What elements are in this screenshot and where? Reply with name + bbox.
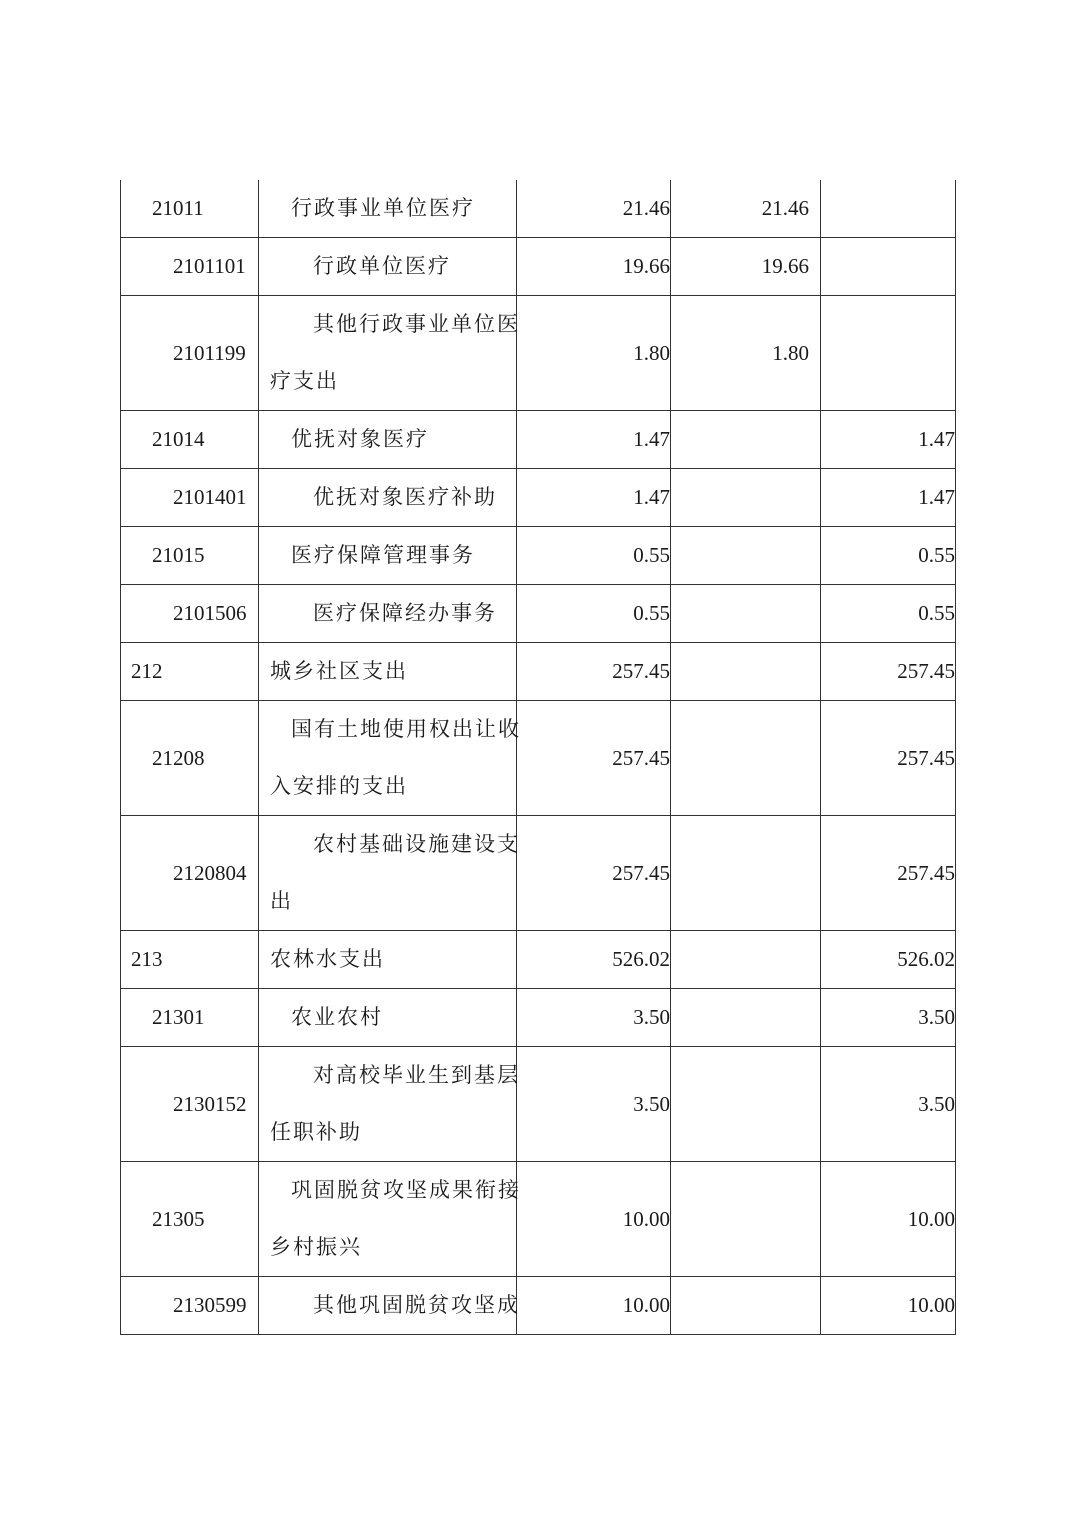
basic-expenditure-cell bbox=[671, 585, 821, 643]
project-expenditure-cell: 257.45 bbox=[821, 643, 956, 701]
table-row bbox=[121, 296, 956, 411]
subject-name-cell bbox=[259, 643, 517, 701]
basic-expenditure-cell bbox=[671, 1047, 821, 1162]
subject-name-line: 行政事业单位医疗 bbox=[291, 196, 475, 220]
total-amount-cell: 0.55 bbox=[517, 527, 671, 585]
table-row bbox=[121, 238, 956, 296]
subject-name-line: 国有土地使用权出让收 bbox=[291, 717, 521, 741]
subject-name-line: 医疗保障经办事务 bbox=[313, 601, 497, 625]
subject-code-cell: 213 bbox=[121, 931, 259, 989]
table-row bbox=[121, 469, 956, 527]
basic-expenditure-cell bbox=[671, 989, 821, 1047]
table-row bbox=[121, 180, 956, 238]
project-expenditure-cell: 10.00 bbox=[821, 1162, 956, 1277]
basic-expenditure-cell bbox=[671, 701, 821, 816]
subject-code-cell: 2101101 bbox=[121, 238, 259, 296]
subject-name-line: 其他巩固脱贫攻坚成 bbox=[313, 1293, 520, 1317]
project-expenditure-cell: 257.45 bbox=[821, 816, 956, 931]
basic-expenditure-cell: 1.80 bbox=[671, 296, 821, 411]
table-row bbox=[121, 1162, 956, 1277]
subject-code-cell: 21011 bbox=[121, 180, 259, 238]
subject-code-cell: 2101199 bbox=[121, 296, 259, 411]
table-row bbox=[121, 816, 956, 931]
subject-name-cell bbox=[259, 585, 517, 643]
project-expenditure-cell: 1.47 bbox=[821, 411, 956, 469]
subject-name-cell bbox=[259, 527, 517, 585]
total-amount-cell: 3.50 bbox=[517, 1047, 671, 1162]
subject-name-line: 其他行政事业单位医 bbox=[313, 312, 520, 336]
subject-name-line: 农林水支出 bbox=[270, 947, 385, 971]
table-row bbox=[121, 1047, 956, 1162]
subject-name-line: 城乡社区支出 bbox=[270, 659, 408, 683]
total-amount-cell: 1.47 bbox=[517, 411, 671, 469]
subject-name-line: 任职补助 bbox=[270, 1120, 362, 1144]
table-row bbox=[121, 989, 956, 1047]
table-row bbox=[121, 1277, 956, 1335]
subject-name-cell bbox=[259, 296, 520, 411]
subject-name-cell bbox=[259, 989, 517, 1047]
subject-code-cell: 21014 bbox=[121, 411, 259, 469]
total-amount-cell: 3.50 bbox=[517, 989, 671, 1047]
basic-expenditure-cell bbox=[671, 527, 821, 585]
subject-code-cell: 21015 bbox=[121, 527, 259, 585]
total-amount-cell: 1.80 bbox=[517, 296, 671, 411]
subject-name-line: 优抚对象医疗补助 bbox=[313, 485, 497, 509]
total-amount-cell: 526.02 bbox=[517, 931, 671, 989]
total-amount-cell: 19.66 bbox=[517, 238, 671, 296]
project-expenditure-cell bbox=[821, 180, 956, 238]
basic-expenditure-cell bbox=[671, 411, 821, 469]
total-amount-cell: 257.45 bbox=[517, 701, 671, 816]
basic-expenditure-cell: 19.66 bbox=[671, 238, 821, 296]
subject-code-cell: 21301 bbox=[121, 989, 259, 1047]
subject-name-line: 优抚对象医疗 bbox=[291, 427, 429, 451]
subject-name-line: 行政单位医疗 bbox=[313, 254, 451, 278]
basic-expenditure-cell bbox=[671, 469, 821, 527]
table-row bbox=[121, 585, 956, 643]
project-expenditure-cell: 3.50 bbox=[821, 1047, 956, 1162]
subject-code-cell: 2130152 bbox=[121, 1047, 259, 1162]
basic-expenditure-cell bbox=[671, 1277, 821, 1335]
subject-code-cell: 21305 bbox=[121, 1162, 259, 1277]
subject-name-cell bbox=[259, 180, 517, 238]
basic-expenditure-cell bbox=[671, 931, 821, 989]
project-expenditure-cell: 0.55 bbox=[821, 585, 956, 643]
subject-name-line: 医疗保障管理事务 bbox=[291, 543, 475, 567]
subject-name-line: 对高校毕业生到基层 bbox=[313, 1063, 520, 1087]
basic-expenditure-cell bbox=[671, 816, 821, 931]
table-body bbox=[121, 180, 956, 1335]
total-amount-cell: 257.45 bbox=[517, 643, 671, 701]
table-row bbox=[121, 411, 956, 469]
subject-name-cell bbox=[259, 469, 517, 527]
subject-name-cell bbox=[259, 1047, 520, 1162]
subject-name-cell bbox=[259, 1162, 521, 1277]
project-expenditure-cell: 3.50 bbox=[821, 989, 956, 1047]
project-expenditure-cell: 526.02 bbox=[821, 931, 956, 989]
subject-name-line: 出 bbox=[270, 889, 293, 913]
total-amount-cell: 1.47 bbox=[517, 469, 671, 527]
subject-code-cell: 2130599 bbox=[121, 1277, 259, 1335]
project-expenditure-cell: 257.45 bbox=[821, 701, 956, 816]
table-row bbox=[121, 931, 956, 989]
subject-name-cell bbox=[259, 701, 521, 816]
expenditure-table bbox=[120, 180, 956, 1335]
project-expenditure-cell bbox=[821, 296, 956, 411]
subject-name-cell bbox=[259, 238, 517, 296]
project-expenditure-cell: 0.55 bbox=[821, 527, 956, 585]
subject-name-line: 农业农村 bbox=[291, 1005, 383, 1029]
total-amount-cell: 10.00 bbox=[517, 1277, 671, 1335]
subject-name-line: 疗支出 bbox=[270, 369, 339, 393]
subject-name-line: 入安排的支出 bbox=[270, 774, 408, 798]
subject-name-cell bbox=[259, 816, 520, 931]
subject-code-cell: 2101506 bbox=[121, 585, 259, 643]
subject-code-cell: 2120804 bbox=[121, 816, 259, 931]
subject-code-cell: 2101401 bbox=[121, 469, 259, 527]
table-row bbox=[121, 527, 956, 585]
total-amount-cell: 21.46 bbox=[517, 180, 671, 238]
project-expenditure-cell: 10.00 bbox=[821, 1277, 956, 1335]
basic-expenditure-cell: 21.46 bbox=[671, 180, 821, 238]
project-expenditure-cell bbox=[821, 238, 956, 296]
subject-name-cell bbox=[259, 931, 517, 989]
total-amount-cell: 10.00 bbox=[517, 1162, 671, 1277]
subject-name-cell bbox=[259, 411, 517, 469]
total-amount-cell: 257.45 bbox=[517, 816, 671, 931]
project-expenditure-cell: 1.47 bbox=[821, 469, 956, 527]
table-row bbox=[121, 643, 956, 701]
subject-name-line: 农村基础设施建设支 bbox=[313, 832, 520, 856]
subject-code-cell: 212 bbox=[121, 643, 259, 701]
subject-name-line: 巩固脱贫攻坚成果衔接 bbox=[291, 1178, 521, 1202]
subject-name-line: 乡村振兴 bbox=[270, 1235, 362, 1259]
basic-expenditure-cell bbox=[671, 643, 821, 701]
subject-code-cell: 21208 bbox=[121, 701, 259, 816]
subject-name-cell bbox=[259, 1277, 520, 1335]
total-amount-cell: 0.55 bbox=[517, 585, 671, 643]
table-row bbox=[121, 701, 956, 816]
basic-expenditure-cell bbox=[671, 1162, 821, 1277]
